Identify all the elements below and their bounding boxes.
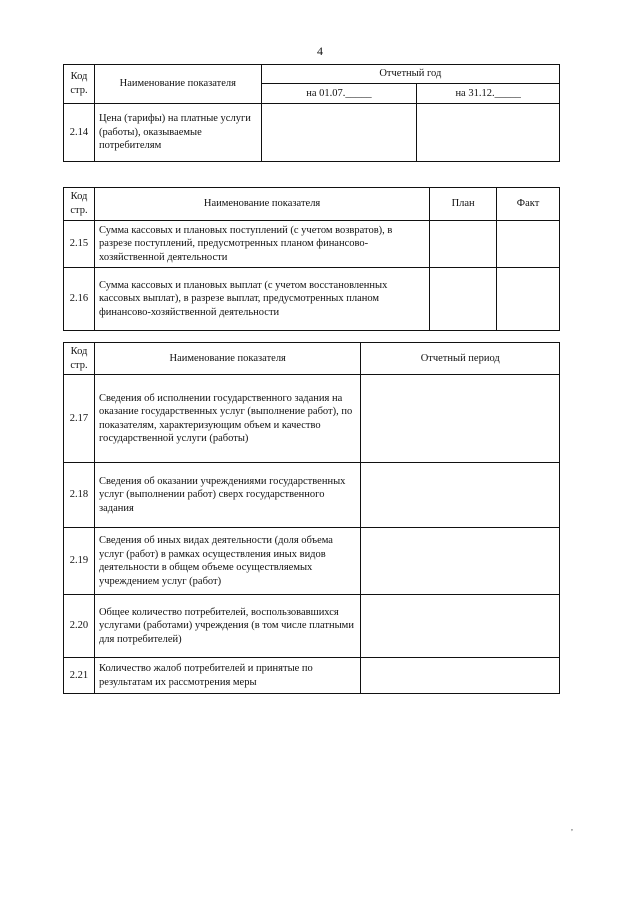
row-code: 2.16 xyxy=(64,268,95,331)
row-code: 2.19 xyxy=(64,528,95,595)
fact-cell[interactable] xyxy=(497,268,560,331)
row-name: Сведения об исполнении государственного задания на оказание государственных услуг (выполнение работ), по показателям, характеризующим объем и качество государственной услуги (работы) xyxy=(94,375,360,463)
row-code: 2.15 xyxy=(64,221,95,268)
date-0107-header: на 01.07._____ xyxy=(261,84,417,104)
table-row xyxy=(64,104,560,162)
scan-speck: , xyxy=(571,823,573,832)
table-row xyxy=(64,375,560,463)
reporting-year-header: Отчетный год xyxy=(261,65,559,84)
row-name: Сумма кассовых и плановых поступлений (с учетом возвратов), в разрезе поступлений, предусмотренных планом финансово-хозяйственной деятельности xyxy=(94,221,429,268)
fact-header: Факт xyxy=(497,188,560,221)
table-row xyxy=(64,595,560,658)
code-header: Код стр. xyxy=(64,188,95,221)
row-name: Количество жалоб потребителей и принятые по результатам их рассмотрения меры xyxy=(94,658,360,694)
period-cell[interactable] xyxy=(361,595,560,658)
row-name: Цена (тарифы) на платные услуги (работы), оказываемые потребителям xyxy=(94,104,261,162)
value-cell-3112[interactable] xyxy=(417,104,560,162)
value-cell-0107[interactable] xyxy=(261,104,417,162)
reporting-period-header: Отчетный период xyxy=(361,343,560,375)
indicator-name-header: Наименование показателя xyxy=(94,65,261,104)
row-code: 2.14 xyxy=(64,104,95,162)
row-code: 2.18 xyxy=(64,463,95,528)
table-row xyxy=(64,268,560,331)
row-name: Сведения об оказании учреждениями государственных услуг (выполнении работ) сверх государственного задания xyxy=(94,463,360,528)
period-cell[interactable] xyxy=(361,528,560,595)
period-cell[interactable] xyxy=(361,375,560,463)
row-code: 2.21 xyxy=(64,658,95,694)
date-3112-header: на 31.12._____ xyxy=(417,84,560,104)
period-cell[interactable] xyxy=(361,463,560,528)
reporting-period-table xyxy=(63,342,560,694)
indicator-name-header: Наименование показателя xyxy=(94,343,360,375)
indicator-name-header: Наименование показателя xyxy=(94,188,429,221)
annual-prices-table xyxy=(63,64,560,162)
table-row xyxy=(64,528,560,595)
period-cell[interactable] xyxy=(361,658,560,694)
code-header: Код стр. xyxy=(64,343,95,375)
table-row xyxy=(64,221,560,268)
code-header: Код стр. xyxy=(64,65,95,104)
fact-cell[interactable] xyxy=(497,221,560,268)
row-code: 2.17 xyxy=(64,375,95,463)
row-name: Сумма кассовых и плановых выплат (с учетом восстановленных кассовых выплат), в разрезе выплат, предусмотренных планом финансово-хозяйственной деятельности xyxy=(94,268,429,331)
plan-header: План xyxy=(430,188,497,221)
table-row xyxy=(64,463,560,528)
plan-cell[interactable] xyxy=(430,268,497,331)
table-row xyxy=(64,658,560,694)
page-number: 4 xyxy=(317,44,323,58)
row-name: Сведения об иных видах деятельности (доля объема услуг (работ) в рамках осуществления иных видов деятельности в общем объеме осуществляемых учреждением услуг (работ) xyxy=(94,528,360,595)
row-name: Общее количество потребителей, воспользовавшихся услугами (работами) учреждения (в том числе платными для потребителей) xyxy=(94,595,360,658)
plan-cell[interactable] xyxy=(430,221,497,268)
row-code: 2.20 xyxy=(64,595,95,658)
plan-fact-table xyxy=(63,187,560,331)
